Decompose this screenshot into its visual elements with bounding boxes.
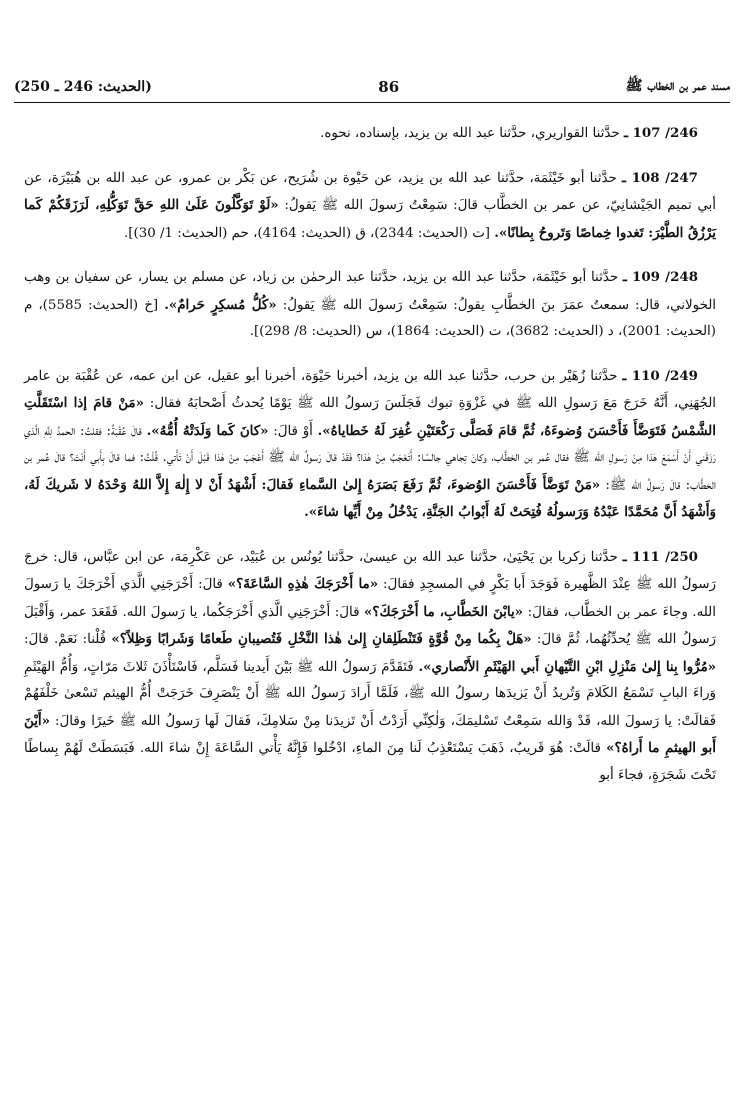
hadith-matn: «لَوْ تَوَكَّلُونَ عَلَىٰ اللهِ حَقَّ تَوَكُّلِهِ، لَرَزَقَكُمْ كَما يَرْزُقُ الطَّيْرَ: تَغدوا خِماصًا وَتَروحُ بِطانًا». [24, 197, 716, 241]
hadith-number: 248/ 109 ـ [622, 269, 699, 285]
hadith-matn: «مَنْ تَوَضَّأَ فَأَحْسَنَ الوُضوءَ، ثُمَّ رَفَعَ بَصَرَهُ إِلىٰ السَّماءِ فَقالَ: أَشْهَدُ أَنْ لا إِلٰهَ إِلاَّ اللهُ وَحْدَهُ لا شَريكَ لَهُ، وَأَشْهَدُ أَنَّ مُحَمَّدًا عَبْدُهُ وَرَسولُهُ فُتِحَتْ لَهُ أَبْوابُ الجَنَّةِ، يَدْخُلُ مِنْ أَيِّها شاءَ». [24, 476, 716, 520]
hadith-matn: «ما أَخْرَجَكَ هٰذِهِ السَّاعَةَ؟» [227, 576, 379, 592]
hadith-entry-247 [24, 165, 716, 248]
hadith-matn: «يابْنَ الخَطَّابِ، ما أَخْرَجَكَ؟» [364, 603, 524, 620]
hadith-text: حدَّثنا أبو خَيْثَمَة، حدَّثنا عبد الله بن يزيد، عن حَيْوة بن شُرَيح، عن بَكْر بن عمرو، عن عبد الله بن هُبَيْرَة، عن أبي تميم الجَيْشانِيّ، عن عمر بن الخطَّاب قالَ: سَمِعْتُ رَسولَ الله ﷺ يَقولُ: [24, 170, 716, 213]
hadith-matn: «مُرُّوا بِنا إِلىٰ مَنْزِلِ ابْنِ التَّيْهانِ أَبي الهَيْثَمِ الأَنْصاري». [418, 658, 716, 675]
header-divider [14, 102, 730, 103]
hadith-text: قالَ عُقْبَةُ: فقلتُ: الحمدُ لِلَّهِ الَّذي رَزَقَني أَنْ أَسْمَعَ هٰذا مِنْ رَسولِ الله ﷺ فقال عُمر بن الخطَّاب، وكانَ تِجاهي جالسًا: أَتَعْجَبُ مِنْ هٰذا؟ فَقَدْ قالَ رَسولُ الله ﷺ أَعْجَبَ مِنْ هٰذا قَبْلَ أَنْ تَأْتي. قُلْتُ: فما قالَ بِأَبي أَنْتَ؟ قالَ عُمر بن الخطَّاب: قالَ رَسولُ الله ﷺ: [24, 423, 717, 493]
hadith-range: (الحديث: 246 ـ 250) [14, 79, 152, 95]
hadith-matn: «هَلْ بِكُما مِنْ قُوَّةٍ فَتَنْطَلِقانِ إِلىٰ هٰذا النَّخْلِ فَتُصيبانِ طَعامًا وَشَرابًا وَظِلاً؟» [111, 631, 532, 647]
hadith-text: قُلْنا: نَعَمْ. قالَ: [24, 632, 112, 647]
hadith-entry-246 [24, 120, 716, 148]
hadith-entry-248 [24, 264, 716, 346]
hadith-references: [ت (الحديث: 2344)، ق (الحديث: 4164)، حم (الحديث: 1/ 30)]. [123, 225, 495, 241]
hadith-text: قالَ: أَخْرَجَنِي الَّذي أَخْرَجَكُما، يا رَسولَ الله. فَقَعَدَ عمر، وَأَقْبَلَ رَسولُ الله ﷺ يُحدِّثُهُما، ثُمَّ قالَ: [24, 604, 716, 647]
page-body [24, 120, 716, 1092]
hadith-number: 246/ 107 ـ [623, 125, 698, 141]
running-header [14, 74, 730, 100]
hadith-matn: «كانَ كَما وَلَدَتْهُ أُمُّهُ». [146, 422, 269, 439]
hadith-text: حدَّثنا زكريا بن يَحْيَىٰ، حدَّثنا عبد الله بن عيسىٰ، حدَّثنا يُونُس بن عُبَيْد، عن عَكْرِمَة، عن ابن عبَّاس، قال: خرجَ رَسولُ الله ﷺ عِنْدَ الظَّهيرة فَوَجَدَ أَبا بَكْرٍ في المسجِدِ فقالَ: [24, 549, 716, 592]
hadith-text: فَتَقَدَّمَ رَسولُ الله ﷺ بَيْنَ أَيدينا فَسَلَّم، فَاسْتَأْذَنَ ثَلاثَ مَرّاتٍ، وَأُمُّ الهَيْثَمِ وَراءَ البابِ تَسْمَعُ الكَلامَ وَتُريدُ أَنْ يَزيدَها رسولُ الله ﷺ، فَلَمَّا أَرادَ رَسولُ الله ﷺ أَنْ يَنْصَرِفَ خَرَجَتْ أُمُّ الهيثم تَسْعىٰ خَلْفَهُمْ فَقالَتْ: يا رَسولَ الله، قَدْ وَالله سَمِعْتُ تَسْليمَكَ، وَلٰكِنِّي أَرَدْتُ أَنْ تَزيدَنا مِنْ سَلامِكَ، فَقالَ لَها رَسولُ الله ﷺ خَيرًا وقالَ: [24, 659, 717, 729]
page-number: 86 [378, 78, 400, 96]
book-title: مسند عمر بن الخطاب ﷺ [625, 78, 730, 94]
hadith-number: 250/ 111 ـ [622, 548, 698, 565]
hadith-references: [خ (الحديث: 5585)، م (الحديث: 2001)، د (الحديث: 3682)، ت (الحديث: 1864)، س (الحديث: 8/ 298)]. [24, 297, 716, 339]
hadith-matn: «أَيْنَ أَبو الهيثمِ ما أَراهُ؟» [24, 712, 716, 756]
hadith-entry-249 [24, 363, 716, 527]
hadith-text: قالَ: أَخْرَجَنِي الَّذي أَخْرَجَكَ يا رَسولَ الله. وجاءَ عمر بن الخطَّاب، فقالَ: [24, 577, 716, 620]
hadith-text: حدَّثنا زُهَيْر بن حرب، حدَّثنا عبد الله بن يزيد، أخبرنا حَيْوَة، أخبرنا أبو عقيل، عن ابن عمه، عن عُقْبَة بن عامر الجُهَنِي، أَنَّهُ خَرَجَ مَعَ رَسولِ الله ﷺ في غَزْوَةِ تبوك فَجَلَسَ رَسولُ الله ﷺ يَوْمًا يُحدثُ أَصْحابَهُ فقال: [24, 368, 716, 411]
hadith-entry-250 [24, 544, 716, 790]
hadith-text: أَوْ قالَ: [268, 423, 318, 439]
hadith-matn: «كُلُّ مُسكِرٍ حَرامٌ». [164, 296, 277, 313]
hadith-text: قالَتْ: هُوَ قَريبٌ، ذَهَبَ يَسْتَعْذِبُ لَنا مِنَ الماءِ، ادْخُلوا فَإِنَّهُ يَأْتي السَّاعَةَ إِنْ شاءَ الله. فَبَسَطَتْ لَهُمْ بِساطًا تَحْتَ شَجَرَةٍ، فجاءَ أبو [24, 741, 716, 783]
hadith-number: 247/ 108 ـ [622, 169, 698, 186]
hadith-number: 249/ 110 ـ [622, 367, 698, 384]
hadith-matn: «مَنْ قامَ إذا اسْتَقَلَّتِ الشَّمْسُ فَتَوَضَّأَ فَأَحْسَنَ وُضوءَهُ، ثُمَّ قامَ فَصَلَّى رَكْعَتَيْنِ غُفِرَ لَهُ خَطاياهُ». [24, 395, 716, 439]
hadith-text: حدَّثنا أبو خَيْثَمَة، حدَّثنا عبد الله بن يزيد، حدَّثنا عبد الرحمٰن بن زياد، عن مسلم بن يسار، عن سفيان بن وهب الخولاني، قال: سمعتُ عمَرَ بنَ الخطَّابِ يقولُ: سَمِعْتُ رَسولَ الله ﷺ يَقولُ: [24, 270, 717, 313]
hadith-text: حدَّثنا القواريري، حدَّثنا عبد الله بن يزيد، بإسناده، نحوه. [320, 126, 620, 141]
